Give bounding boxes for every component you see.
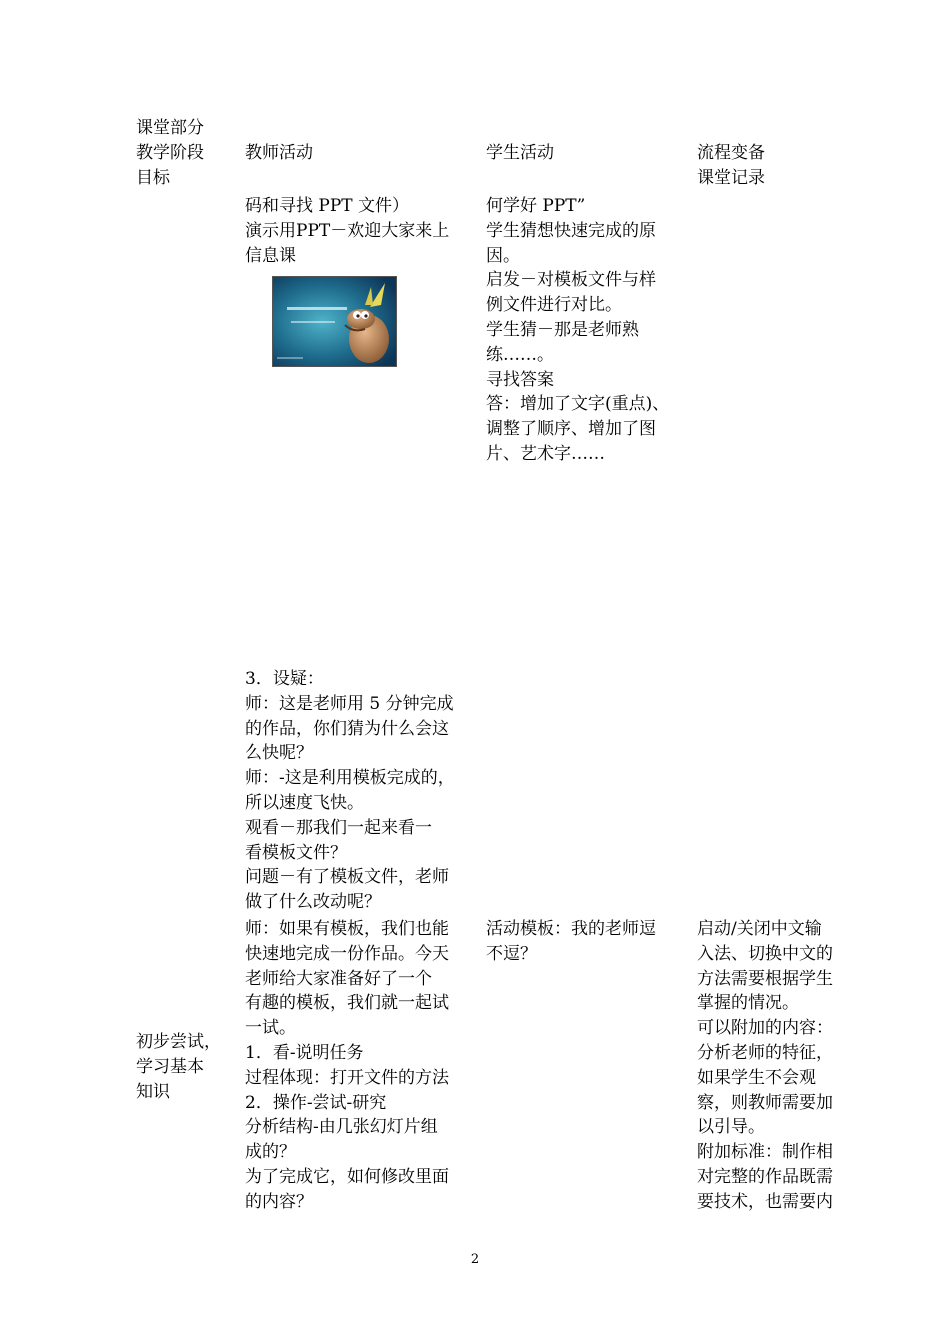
- text-line: 察，则教师需要加: [697, 1092, 833, 1113]
- text-line: 要技术，也需要内: [697, 1191, 833, 1212]
- row3-stage-cell: [136, 1030, 231, 1104]
- text-line: 成的？: [245, 1142, 296, 1163]
- text-line: 为了完成它，如何修改里面: [245, 1166, 449, 1187]
- text-line: 观看－那我们一起来看一: [245, 817, 432, 838]
- row3-student-cell: [486, 917, 686, 967]
- text-line: 分析老师的特征，: [697, 1042, 833, 1063]
- student-activity-title: 学生活动: [486, 143, 554, 163]
- notes-header-column: [697, 141, 867, 191]
- text-line: 学生猜－那是老师熟: [486, 319, 639, 340]
- text-line: 因。: [486, 245, 520, 266]
- text-line: 调整了顺序、增加了图: [486, 419, 656, 440]
- text-line: 码和寻找 PPT 文件）: [245, 196, 410, 216]
- text-line: 附加标准：制作相: [697, 1142, 833, 1163]
- text-line: 看模板文件？: [245, 842, 347, 863]
- text-line: 对完整的作品既需: [697, 1166, 833, 1187]
- text-line: 过程体现：打开文件的方法: [245, 1067, 449, 1088]
- text-line: 老师给大家准备好了一个: [245, 968, 432, 989]
- text-line: 学生猜想快速完成的原: [486, 220, 656, 241]
- teacher-activity-title: 教师活动: [245, 143, 313, 163]
- text-line: 寻找答案: [486, 369, 554, 390]
- text-line: 答：增加了文字(重点)、: [486, 394, 670, 415]
- text-line: 么快呢？: [245, 743, 313, 764]
- stage-header-column: [136, 116, 231, 190]
- text-line: 方法需要根据学生: [697, 968, 833, 989]
- text-line: 以引导。: [697, 1117, 765, 1138]
- text-line: 例文件进行对比。: [486, 295, 622, 316]
- text-line: 可以附加的内容：: [697, 1018, 833, 1039]
- row1-teacher-cell: [245, 194, 475, 268]
- text-line: 快速地完成一份作品。今天: [245, 943, 449, 964]
- teacher-header-column: [245, 141, 475, 166]
- text-line: 的作品，你们猜为什么会这: [245, 718, 449, 739]
- text-line: 所以速度飞快。: [245, 792, 364, 813]
- stage-column-title: 教学阶段: [136, 142, 204, 163]
- student-header-column: [486, 141, 686, 166]
- text-line: 的内容？: [245, 1191, 313, 1212]
- text-line: 演示用PPT－欢迎大家来上: [245, 220, 450, 241]
- text-line: 学习基本: [136, 1056, 204, 1077]
- text-line: 一试。: [245, 1018, 296, 1039]
- text-line: 1．看-说明任务: [245, 1042, 364, 1063]
- row3-notes-cell: [697, 917, 867, 1215]
- text-line: 不逗？: [486, 943, 537, 964]
- goal-column-title: 目标: [136, 167, 170, 188]
- text-line: 初步尝试，: [136, 1032, 221, 1052]
- text-line: 做了什么改动呢？: [245, 892, 381, 913]
- text-line: 有趣的模板，我们就一起试: [245, 993, 449, 1014]
- flow-change-title: 流程变备: [697, 143, 765, 163]
- row3-teacher-cell: [245, 917, 475, 1215]
- text-line: 启动/关闭中文输: [697, 919, 822, 939]
- ppt-slide-thumbnail: [272, 276, 397, 367]
- text-line: 2．操作-尝试-研究: [245, 1092, 387, 1113]
- text-line: 师：如果有模板，我们也能: [245, 919, 449, 939]
- page-number: 2: [470, 1252, 480, 1267]
- text-line: 掌握的情况。: [697, 993, 799, 1014]
- text-line: 启发－对模板文件与样: [486, 270, 656, 291]
- section-label: 课堂部分: [136, 118, 204, 138]
- text-line: 分析结构-由几张幻灯片组: [245, 1117, 438, 1138]
- text-line: 问题－有了模板文件，老师: [245, 867, 449, 888]
- class-record-title: 课堂记录: [697, 167, 765, 188]
- text-line: 何学好 PPT”: [486, 196, 586, 216]
- text-line: 信息课: [245, 245, 296, 266]
- text-line: 入法、切换中文的: [697, 943, 833, 964]
- text-line: 3．设疑：: [245, 669, 324, 689]
- text-line: 知识: [136, 1081, 170, 1102]
- row2-teacher-cell: [245, 667, 475, 915]
- text-line: 活动模板：我的老师逗: [486, 919, 656, 939]
- text-line: 师：-这是利用模板完成的，: [245, 768, 455, 789]
- row1-student-cell: [486, 194, 686, 467]
- text-line: 练……。: [486, 344, 554, 365]
- text-line: 师：这是老师用 5 分钟完成: [245, 693, 454, 714]
- text-line: 如果学生不会观: [697, 1067, 816, 1088]
- text-line: 片、艺术字……: [486, 443, 605, 464]
